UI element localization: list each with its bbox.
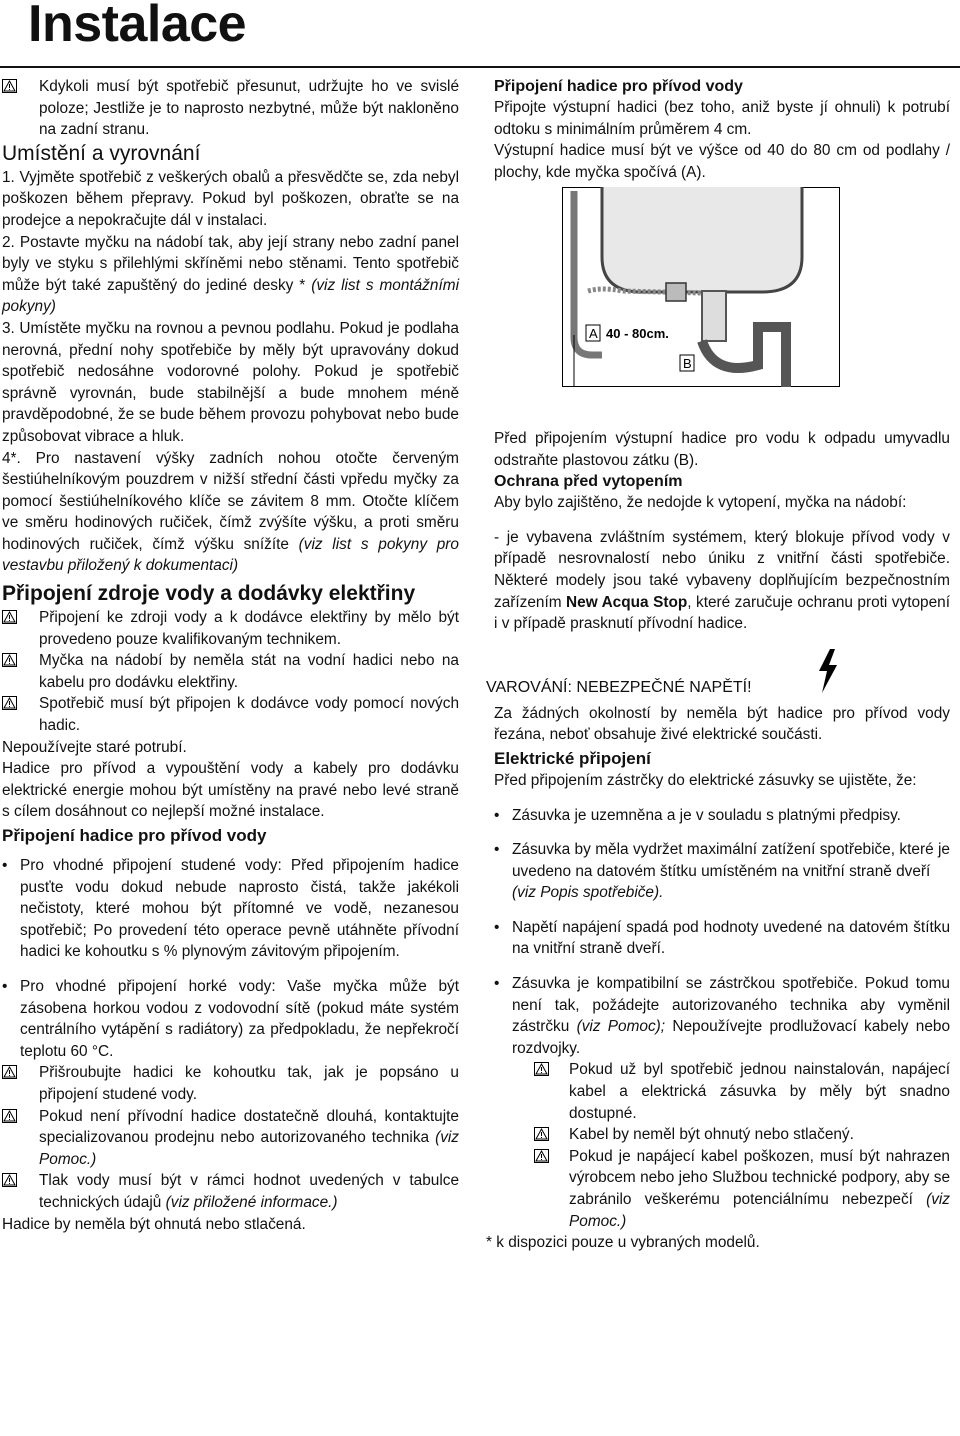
warning-5: Pokud není přívodní hadice dostatečně dlouhá, kontaktujte specializovanou prodejnu nebo autorizovaného technika (viz Pomoc.) [2, 1106, 459, 1171]
warning-icon [2, 1173, 17, 1187]
drain-pipe [702, 291, 726, 341]
lightning-icon [816, 649, 840, 693]
warning-icon [2, 696, 17, 710]
warning-icon [2, 79, 17, 93]
placement-heading: Umístění a vyrovnání [2, 141, 201, 165]
voltage-warning-block [486, 635, 950, 703]
bullet-icon: • [494, 841, 500, 859]
electric-warning-2: Kabel by neměl být ohnutý nebo stlačený. [534, 1124, 950, 1146]
footnote: * k dispozici pouze u vybraných modelů. [486, 1234, 760, 1252]
warning-icon [534, 1062, 549, 1076]
warning-1: Připojení ke zdroji vody a k dodávce elektřiny by mělo být provedeno pouze kvalifikovaným technikem. [2, 607, 459, 650]
step-4: 4*. Pro nastavení výšky zadních nohou otočte červeným šestiúhelníkovým pouzdrem v nižší střední části vpředu myčky za pomocí šestiúhelníkového klíče se závitem 8 mm. Otočte klíčem ve směru hodinových ručiček, čímž zvýšíte výšku, a proti směru hodinových ručiček, čímž výšku snížíte (viz list s pokyny pro vestavbu přiložený k dokumentaci) [2, 449, 459, 575]
step-2: 2. Postavte myčku na nádobí tak, aby její strany nebo zadní panel byly ve styku s přilehlými skříněmi nebo stěnami. Tento spotřebič může být také zapuštěný do jediné desky * (viz list s montážními pokyny) [2, 233, 459, 316]
electric-intro: Před připojením zástrčky do elektrické zásuvky se ujistěte, že: [494, 771, 917, 789]
warning-icon [2, 653, 17, 667]
sink-basin [602, 187, 802, 292]
electric-heading: Elektrické připojení [494, 748, 651, 768]
flood-heading: Ochrana před vytopením [494, 473, 683, 491]
warning-4: Přišroubujte hadici ke kohoutku tak, jak je popsáno u připojení studené vody. [2, 1062, 459, 1105]
warning-icon [2, 1065, 17, 1079]
flood-item: - je vybavena zvláštním systémem, který blokuje přívod vody v případě nesrovnalostí nebo úniku z vnitřní části spotřebiče. Některé modely jsou také vybaveny doplňujícím bezpečnostním zařízením New Acqua Stop, které zaručuje ochranu proti vytopení i v případě prasknutí přívodní hadice. [494, 528, 950, 633]
electric-bullet-2: • Zásuvka by měla vydržet maximální zatížení spotřebiče, které je uvedeno na datovém štítku umístěném na vnitřní straně dveří (viz Popis spotřebiče). [494, 839, 950, 904]
warning-icon [534, 1127, 549, 1141]
left-column [2, 76, 459, 1235]
electric-warning-3: Pokud je napájecí kabel poškozen, musí být nahrazen výrobcem nebo jeho Službou technické podpory, aby se zabránilo veškerému potenciálnímu nebezpečí (viz Pomoc.) [534, 1146, 950, 1232]
label-a: A [589, 326, 598, 342]
electric-bullet-3: • Napětí napájení spadá pod hodnoty uvedené na datovém štítku na vnitřní straně dveří. [494, 917, 950, 960]
bullet-cold-water: • Pro vhodné připojení studené vody: Před připojením hadice pusťte vodu dokud nebude naprosto čistá, takže jakékoli nečistoty, které mohou být přítomné ve vodě, nezanesou spotřebič; Po provedení této operace pevně utáhněte přívodní hadici ke kohoutku s % plynovým závitovým připojením. [2, 855, 459, 963]
outlet-text: Připojte výstupní hadici (bez toho, aniž byste jí ohnuli) k potrubí odtoku s minimálním průměrem 4 cm. [494, 99, 950, 138]
intro-warning [2, 76, 459, 141]
warning-2: Myčka na nádobí by neměla stát na vodní hadici nebo na kabelu pro dodávku elektřiny. [2, 650, 459, 693]
bullet-icon: • [2, 857, 8, 874]
bullet-icon: • [494, 975, 500, 993]
bullet-icon: • [2, 977, 8, 995]
electric-warning-1: Pokud už byl spotřebič jednou nainstalován, napájecí kabel a elektrická zásuvka by měly být snadno dostupné. [534, 1059, 950, 1124]
warning-3: Spotřebič musí být připojen k dodávce vody pomocí nových hadic. [2, 693, 459, 736]
outlet-height: Výstupní hadice musí být ve výšce od 40 do 80 cm od podlahy / plochy, kde myčka spočívá (A). [494, 142, 950, 181]
step-3: 3. Umístěte myčku na rovnou a pevnou podlahu. Pokud je podlaha nerovná, přední nohy spotřebiče by měly být upravovány dokud spotřebič nedosáhne vodorovné polohy. Pokud je spotřebič správně vyrovnán, bude stabilnější a bude mnohem méně pravděpodobné, že se bude během provozu pohybovat nebo bude způsobovat vibrace a hluk. [2, 319, 459, 445]
before-connect: Před připojením výstupní hadice pro vodu k odpadu umyvadlu odstraňte plastovou zátku (B). [494, 429, 950, 469]
no-bend: Hadice by neměla být ohnutá nebo stlačená. [2, 1215, 306, 1233]
inlet-heading: Připojení hadice pro přívod vody [2, 826, 267, 845]
plastic-plug [666, 283, 686, 301]
warning-icon [2, 1109, 17, 1123]
bullet-icon: • [494, 806, 500, 824]
warning-icon [2, 610, 17, 624]
bullet-hot-water: • Pro vhodné připojení horké vody: Vaše myčka může být zásobena horkou vodou z vodovodní sítě (pokud máte systém centrálního vytápění s radiátory) za předpokladu, že nepřekročí teplotu 60 °C. [2, 976, 459, 1062]
electric-bullet-4: • Zásuvka je kompatibilní se zástrčkou spotřebiče. Pokud tomu není tak, požádejte autorizovaného technika aby vyměnil zástrčku (viz Pomoc); Nepoužívejte prodlužovací kabely nebo rozdvojky. [494, 973, 950, 1059]
bullet-icon: • [494, 918, 500, 936]
connect-heading: Připojení zdroje vody a dodávky elektřiny [2, 582, 416, 606]
voltage-text: Za žádných okolností by neměla být hadice pro přívod vody řezána, neboť obsahuje živé elektrické součásti. [494, 704, 950, 744]
flood-text: Aby bylo zajištěno, že nedojde k vytopení, myčka na nádobí: [494, 494, 907, 512]
warning-6: Tlak vody musí být v rámci hodnot uvedených v tabulce technických údajů (viz přiložené informace.) [2, 1170, 459, 1213]
label-range: 40 - 80cm. [606, 326, 669, 342]
intro-warning-text: Kdykoli musí být spotřebič přesunut, udržujte ho ve svislé poloze; Jestliže je to naprosto nezbytné, může být nakloněno na zadní stranu. [39, 78, 459, 139]
drain-diagram [562, 187, 840, 387]
page-title: Instalace [28, 0, 247, 53]
label-b: B [683, 356, 692, 372]
hoses-side: Hadice pro přívod a vypouštění vody a kabely pro dodávku elektrické energie mohou být umístěny na pravé nebo levé straně s cílem dosáhnout co nejlepší možné instalace. [2, 760, 459, 821]
title-rule [0, 66, 960, 68]
right-column [486, 76, 951, 1254]
outlet-heading: Připojení hadice pro přívod vody [494, 78, 743, 95]
warning-icon [534, 1149, 549, 1163]
step-1: 1. Vyjměte spotřebič z veškerých obalů a přesvědčte se, zda nebyl poškozen během přepravy. Pokud byl poškozen, obraťte se na prodejce a nepokračujte dál v instalaci. [2, 168, 459, 229]
voltage-warning: VAROVÁNÍ: NEBEZPEČNÉ NAPĚTÍ! [486, 678, 752, 696]
electric-bullet-1: • Zásuvka je uzemněna a je v souladu s platnými předpisy. [494, 805, 950, 827]
no-old-hoses: Nepoužívejte staré potrubí. [2, 738, 187, 756]
